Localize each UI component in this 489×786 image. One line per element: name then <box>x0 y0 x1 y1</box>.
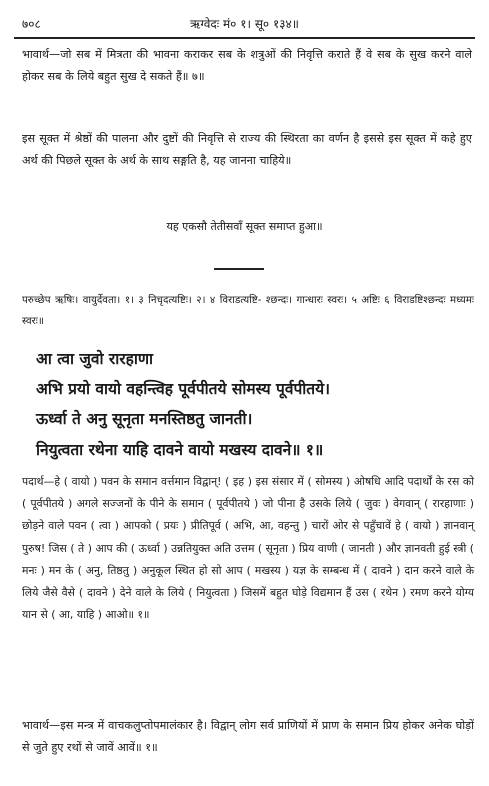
sukta-end-note: यह एकसौ तेतीसवाँ सूक्त समाप्त हुआ॥ <box>166 220 323 233</box>
section-divider <box>214 268 264 270</box>
padartha-paragraph: पदार्थ—हे ( वायो ) पवन के समान वर्त्तमान विद्वान्! ( इह ) इस संसार में ( सोमस्य ) ओषधि आदि पदार्थों के रस को ( पूर्वपीतये ) अगले सज्जनों के पीने के समान ( पूर्वपीतये ) जो पीना है उसके लिये ( जुवः ) वेगवान् ( रारहाणाः ) छोड़ने वाले पवन ( त्वा ) आपको ( प्रयः ) प्रीतिपूर्व ( अभि, आ, वहन्तु ) चारों ओर से पहुँचावें हे ( वायो ) ज्ञानवान् पुरुष! जिस ( ते ) आप की ( ऊर्ध्वा ) उन्नतियुक्त अति उत्तम ( सूनृता ) प्रिय वाणी ( जानती ) और ज्ञानवती हुई स्त्री ( मनः ) मन के ( अनु, तिष्ठतु ) अनुकूल स्थित हो सो आप ( मखस्य ) यज्ञ के सम्बन्ध में ( दावने ) दान करने वाले के लिये जैसे वैसे ( दावने ) देने वाले के लिये ( नियुत्वता ) जिसमें बहुत घोड़े विद्यमान हैं उस ( रथेन ) रमण करने योग्य यान से ( आ, याहि ) आओ॥ १॥ <box>22 475 474 622</box>
bhavartha-paragraph: भावार्थ—इस मन्त्र में वाचकलुप्तोपमालंकार है। विद्वान् लोग सर्व प्राणियों में प्राण के समान प्रिय होकर अनेक घोड़ों से जुते हुए रथों से जावें आवें॥ १॥ <box>22 719 474 754</box>
mantra-line-2: अभि प्रयो वायो वहन्त्विह पूर्वपीतये सोमस्य पूर्वपीतये। <box>36 380 330 398</box>
sukta-summary-paragraph: इस सूक्त में श्रेष्ठों की पालना और दुष्टों की निवृत्ति से राज्य की स्थिरता का वर्णन है इससे इस सूक्त में कहे हुए अर्थ की पिछले सूक्त के अर्थ के साथ सङ्गति है, यह जानना चाहिये॥ <box>22 132 472 167</box>
running-title: ऋग्वेदः मं० १। सू० १३४॥ <box>190 17 299 31</box>
header-rule <box>14 37 475 39</box>
page-header <box>22 14 467 34</box>
page-number: ७०८ <box>22 17 41 31</box>
mantra-line-3: ऊर्ध्वा ते अनु सूनृता मनस्तिष्ठतु जानती। <box>36 410 253 428</box>
mantra-line-1: आ त्वा जुवो रारहाणा <box>36 350 154 368</box>
bhavartha-paragraph-previous: भावार्थ—जो सब में मित्रता की भावना कराकर सब के शत्रुओं की निवृत्ति कराते हैं वे सब के सुख करने वाले होकर सब के लिये बहुत सुख दे सकते हैं॥ ७॥ <box>22 48 472 83</box>
mantra-line-4: नियुत्वता रथेना याहि दावने वायो मखस्य दावने॥ १॥ <box>36 441 324 459</box>
rishi-devata-chhanda-line: परुच्छेप ऋषिः। वायुर्देवता। १। ३ निचृदत्यष्टिः। २। ४ विराडत्यष्टि- श्छन्दः। गान्धारः स्वरः। ५ अष्टिः ६ विराडष्टिश्छन्दः मध्यमः स्वरः॥ <box>22 295 474 327</box>
